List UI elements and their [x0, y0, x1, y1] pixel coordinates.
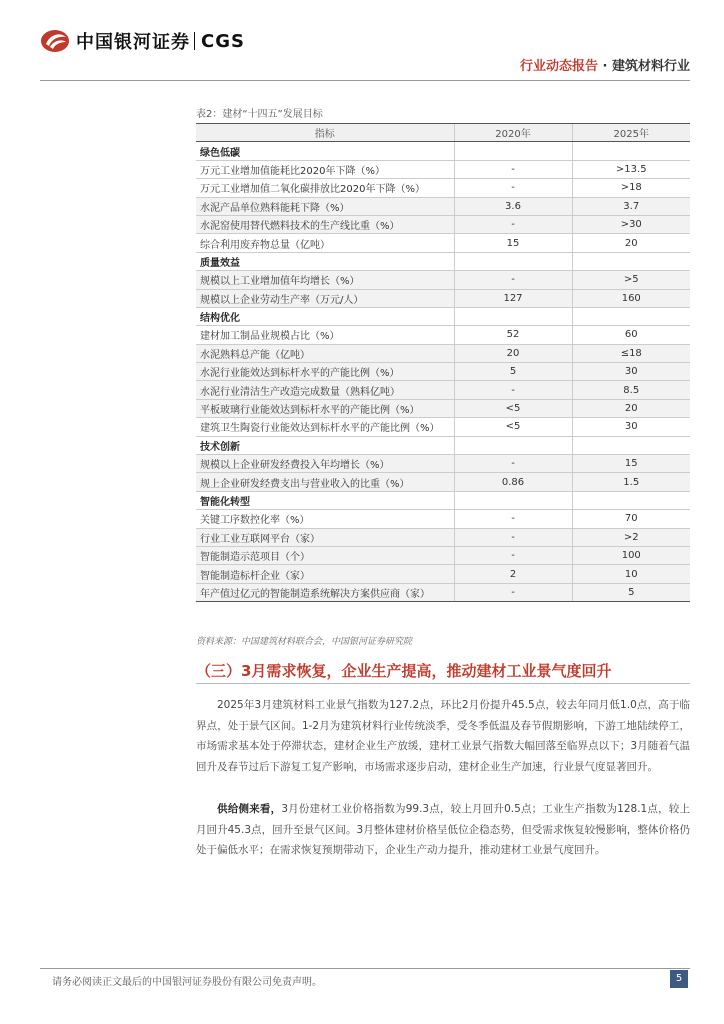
report-category: 建筑材料行业 — [611, 59, 690, 74]
indicator-cell: 万元工业增加值能耗比2020年下降（%） — [196, 160, 454, 178]
table-row — [196, 455, 690, 473]
value-2020-cell: 2 — [454, 565, 572, 583]
table-row — [196, 565, 690, 583]
report-type — [520, 55, 690, 74]
value-2020-cell: 52 — [454, 326, 572, 344]
value-2020-cell: 5 — [454, 363, 572, 381]
table-row — [196, 344, 690, 362]
indicator-cell: 建筑卫生陶瓷行业能效达到标杆水平的产能比例（%） — [196, 418, 454, 436]
indicator-cell: 规模以上工业增加值年均增长（%） — [196, 271, 454, 289]
value-2025-cell — [572, 436, 690, 454]
value-2025-cell: 20 — [572, 399, 690, 417]
value-2020-cell — [454, 436, 572, 454]
indicator-cell: 水泥行业清洁生产改造完成数量（熟料亿吨） — [196, 381, 454, 399]
value-2020-cell: 15 — [454, 234, 572, 252]
paragraph-supply-text: 3月份建材工业价格指数为99.3点，较上月回升0.5点；工业生产指数为128.1点，较上月回升45.3点，回升至景气区间。3月整体建材价格呈低位企稳态势，但受需求恢复较慢影响，整体价格仍处于偏低水平；在需求恢复预期带动下，企业生产动力提升，推动建材工业景气度回升。 — [196, 803, 690, 857]
table-header-row — [196, 124, 690, 142]
table-row — [196, 363, 690, 381]
value-2020-cell: - — [454, 510, 572, 528]
value-2025-cell: ≤18 — [572, 344, 690, 362]
value-2025-cell: 30 — [572, 363, 690, 381]
header-divider — [40, 80, 690, 81]
report-type-label: 行业动态报告 — [519, 59, 598, 74]
table-row — [196, 528, 690, 546]
indicator-cell: 技术创新 — [196, 436, 454, 454]
value-2020-cell: - — [454, 546, 572, 564]
value-2020-cell: 0.86 — [454, 473, 572, 491]
value-2020-cell: 3.6 — [454, 197, 572, 215]
value-2025-cell: 160 — [572, 289, 690, 307]
indicator-cell: 平板玻璃行业能效达到标杆水平的产能比例（%） — [196, 399, 454, 417]
value-2025-cell — [572, 307, 690, 325]
indicator-cell: 智能制造标杆企业（家） — [196, 565, 454, 583]
table-row — [196, 473, 690, 491]
table-category-row — [196, 307, 690, 325]
section-divider — [196, 683, 690, 684]
value-2025-cell: 60 — [572, 326, 690, 344]
indicator-cell: 关键工序数控化率（%） — [196, 510, 454, 528]
indicator-cell: 综合利用废弃物总量（亿吨） — [196, 234, 454, 252]
table-row — [196, 289, 690, 307]
paragraph-supply — [196, 799, 690, 861]
indicator-cell: 水泥窑使用替代燃料技术的生产线比重（%） — [196, 215, 454, 233]
table-category-row — [196, 436, 690, 454]
value-2020-cell: - — [454, 381, 572, 399]
table-category-row — [196, 252, 690, 270]
table-row — [196, 215, 690, 233]
indicator-cell: 建材加工制品业规模占比（%） — [196, 326, 454, 344]
value-2025-cell: >13.5 — [572, 160, 690, 178]
value-2020-cell: - — [454, 583, 572, 601]
value-2025-cell: 70 — [572, 510, 690, 528]
brand-name-cn: 中国银河证券 — [76, 32, 190, 53]
value-2025-cell: >30 — [572, 215, 690, 233]
indicator-cell: 行业工业互联网平台（家） — [196, 528, 454, 546]
value-2020-cell: - — [454, 271, 572, 289]
table-row — [196, 583, 690, 601]
page-number: 5 — [670, 970, 688, 988]
indicator-cell: 质量效益 — [196, 252, 454, 270]
table-row — [196, 234, 690, 252]
value-2020-cell — [454, 252, 572, 270]
indicator-cell: 绿色低碳 — [196, 142, 454, 160]
table-row — [196, 179, 690, 197]
value-2025-cell: 1.5 — [572, 473, 690, 491]
table-row — [196, 326, 690, 344]
value-2025-cell: 100 — [572, 546, 690, 564]
cgs-logo-icon — [40, 28, 70, 54]
footer-disclaimer: 请务必阅读正文最后的中国银河证券股份有限公司免责声明。 — [52, 977, 322, 988]
value-2020-cell — [454, 307, 572, 325]
value-2025-cell: 8.5 — [572, 381, 690, 399]
table-row — [196, 418, 690, 436]
table-category-row — [196, 142, 690, 160]
value-2025-cell — [572, 252, 690, 270]
value-2025-cell — [572, 142, 690, 160]
value-2020-cell — [454, 491, 572, 509]
value-2025-cell: >18 — [572, 179, 690, 197]
brand-separator — [194, 32, 195, 50]
table-row — [196, 510, 690, 528]
value-2025-cell: 20 — [572, 234, 690, 252]
column-header-2020: 2020年 — [454, 124, 572, 142]
value-2025-cell — [572, 491, 690, 509]
table-row — [196, 271, 690, 289]
table-source: 资料来源：中国建筑材料联合会，中国银河证券研究院 — [196, 637, 413, 647]
footer-divider — [40, 968, 690, 969]
value-2020-cell: - — [454, 215, 572, 233]
paragraph-demand-text: 2025年3月建筑材料工业景气指数为127.2点，环比2月份提升45.5点，较去年同月低1.0点，高于临界点，处于景气区间。1-2月为建筑材料行业传统淡季，受冬季低温及春节假期影响，下游工地陆续停工，市场需求基本处于停滞状态，建材企业生产放缓，建材工业景气指数大幅回落至临界点以下；3月随着气温回升及春节过后下游复工复产影响，市场需求逐步启动，建材企业生产加速，行业景气度显著回升。 — [196, 699, 690, 773]
table-category-row — [196, 491, 690, 509]
indicator-cell: 规模以上企业研发经费投入年均增长（%） — [196, 455, 454, 473]
indicator-cell: 万元工业增加值二氧化碳排放比2020年下降（%） — [196, 179, 454, 197]
value-2025-cell: 30 — [572, 418, 690, 436]
value-2025-cell: >5 — [572, 271, 690, 289]
table-row — [196, 197, 690, 215]
table-body — [196, 142, 690, 602]
indicator-cell: 水泥产品单位熟料能耗下降（%） — [196, 197, 454, 215]
table-row — [196, 381, 690, 399]
section-title: （三）3月需求恢复，企业生产提高，推动建材工业景气度回升 — [196, 662, 612, 680]
value-2025-cell: >2 — [572, 528, 690, 546]
value-2020-cell: <5 — [454, 418, 572, 436]
value-2020-cell: - — [454, 455, 572, 473]
value-2020-cell: - — [454, 528, 572, 546]
table-row — [196, 160, 690, 178]
brand-name-en: CGS — [201, 30, 245, 52]
indicator-cell: 结构优化 — [196, 307, 454, 325]
value-2025-cell: 15 — [572, 455, 690, 473]
table-row — [196, 546, 690, 564]
value-2020-cell: <5 — [454, 399, 572, 417]
value-2025-cell: 5 — [572, 583, 690, 601]
indicator-cell: 年产值过亿元的智能制造系统解决方案供应商（家） — [196, 583, 454, 601]
indicator-cell: 水泥行业能效达到标杆水平的产能比例（%） — [196, 363, 454, 381]
value-2020-cell: - — [454, 160, 572, 178]
value-2025-cell: 3.7 — [572, 197, 690, 215]
indicator-cell: 规上企业研发经费支出与营业收入的比重（%） — [196, 473, 454, 491]
table-caption: 表2：建材“十四五”发展目标 — [196, 109, 323, 120]
column-header-indicator: 指标 — [196, 124, 454, 142]
indicator-cell: 规模以上企业劳动生产率（万元/人） — [196, 289, 454, 307]
value-2020-cell: 127 — [454, 289, 572, 307]
indicator-cell: 水泥熟料总产能（亿吨） — [196, 344, 454, 362]
value-2020-cell: 20 — [454, 344, 572, 362]
indicator-cell: 智能制造示范项目（个） — [196, 546, 454, 564]
brand-logo — [40, 28, 245, 54]
value-2020-cell — [454, 142, 572, 160]
value-2025-cell: 10 — [572, 565, 690, 583]
table-row — [196, 399, 690, 417]
value-2020-cell: - — [454, 179, 572, 197]
indicator-cell: 智能化转型 — [196, 491, 454, 509]
column-header-2025: 2025年 — [572, 124, 690, 142]
paragraph-supply-lead: 供给侧来看， — [217, 803, 282, 815]
page-header — [0, 0, 724, 88]
goals-table — [196, 123, 690, 602]
report-type-separator: · — [602, 59, 608, 74]
paragraph-demand — [196, 695, 690, 777]
